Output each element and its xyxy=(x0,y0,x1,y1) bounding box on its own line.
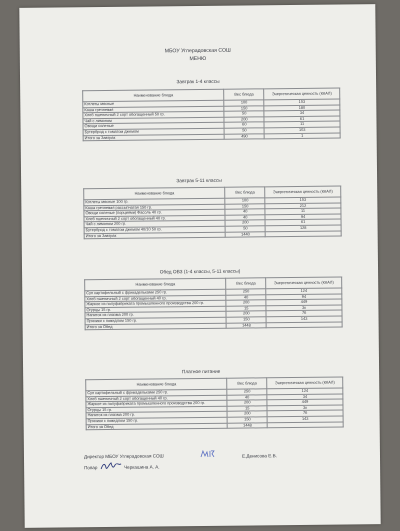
cell-weight: 60 xyxy=(224,122,264,128)
cell-weight: 1448 xyxy=(228,422,268,428)
cell-weight: 100 xyxy=(225,198,265,204)
cell-weight: 15 xyxy=(227,406,267,412)
cook-role: Повар xyxy=(84,465,98,471)
cell-energy xyxy=(267,422,343,428)
cell-energy: 128 xyxy=(265,225,341,231)
cell-weight: 150 xyxy=(226,317,266,323)
section-title: Обед ОВЗ (1-4 классы, 5-11 классы) xyxy=(159,269,241,276)
header-dish: Наименование блюда xyxy=(85,278,226,290)
cell-energy: 1 xyxy=(264,133,340,139)
cell-weight: 50 xyxy=(224,111,264,117)
header-weight: Вес блюда xyxy=(225,187,265,198)
cell-weight: 200 xyxy=(227,400,267,406)
cell-weight: 15 xyxy=(226,306,266,312)
cell-energy: 34 xyxy=(267,394,343,400)
cell-dish: Напиток из плазма 200 гр. xyxy=(86,412,227,419)
cell-weight: 200 xyxy=(225,220,265,226)
cell-dish: Огурцы 15 гр. xyxy=(85,306,226,313)
cell-weight: 40 xyxy=(226,294,266,300)
cell-weight: 50 xyxy=(224,128,264,134)
cell-energy: 61 xyxy=(264,116,340,122)
section-title: Завтрак 5-11 классы xyxy=(176,178,222,185)
cell-weight: 490 xyxy=(224,133,264,139)
cell-energy: 11 xyxy=(265,208,341,214)
header-energy: Энергетическая ценность (ККАЛ) xyxy=(265,186,341,198)
cell-dish: Каша гречневая xyxy=(83,106,224,113)
cell-weight: 40 xyxy=(225,215,265,221)
cell-weight: 50 xyxy=(225,226,265,232)
cell-dish: Бутерброд с томатом джемом xyxy=(83,128,224,135)
cell-dish: Итого за Завтрак xyxy=(83,134,224,141)
cell-weight: 250 xyxy=(226,289,266,295)
cell-energy: 449 xyxy=(267,399,343,405)
header-dish: Наименование блюда xyxy=(84,187,225,199)
cell-energy: 103 xyxy=(264,127,340,133)
cell-energy: 153 xyxy=(264,99,340,105)
cell-dish: Итого за Обед xyxy=(85,323,226,330)
cell-dish: Хлеб пшеничный 2 сорт обогащенный 50 гр. xyxy=(83,111,224,118)
header-dish: Наименование блюда xyxy=(86,378,227,390)
cell-energy: 34 xyxy=(264,110,340,116)
cell-dish: Хлеб пшеничный 2 сорт обогащенный 40 гр. xyxy=(85,295,226,302)
cell-dish: Чай с лимоном xyxy=(83,117,224,124)
cell-dish: Котлеты мясные xyxy=(83,100,224,107)
cell-energy: 124 xyxy=(267,388,343,394)
menu-table xyxy=(85,377,344,431)
menu-title: МЕНЮ xyxy=(189,55,207,63)
cell-energy: 449 xyxy=(266,299,342,305)
cell-weight: 100 xyxy=(224,100,264,106)
handwritten-signature xyxy=(100,461,122,471)
cell-dish: Хлеб пшеничный 2 сорт обогащенный 40 гр. xyxy=(86,395,227,402)
section-title: Завтрак 1-4 классы xyxy=(176,79,220,86)
menu-sheet xyxy=(19,4,380,528)
cell-dish: Итого за Обед xyxy=(86,423,227,430)
header-weight: Вес блюда xyxy=(224,89,264,100)
cell-energy: 11 xyxy=(264,121,340,127)
cell-energy: 180 xyxy=(264,105,340,111)
cell-energy: 76 xyxy=(267,410,343,416)
cell-dish: Огурцы 15 гр. xyxy=(86,406,227,413)
header-energy: Энергетическая ценность (ККАЛ) xyxy=(264,88,340,100)
cell-dish: Пряники с повидлом 150 гр. xyxy=(85,317,226,324)
cell-energy: 124 xyxy=(266,288,342,294)
cell-dish: Суп картофельный с фрикадельками 250 гр. xyxy=(85,289,226,296)
director-signature-label: Директор МБОУ Углерадовская СОШ xyxy=(83,453,164,460)
cell-energy: 143 xyxy=(267,416,343,422)
menu-table xyxy=(83,186,342,240)
cell-energy: 3к xyxy=(266,305,342,311)
cell-weight: 200 xyxy=(226,300,266,306)
cell-weight: 40 xyxy=(227,394,267,400)
cell-weight: 200 xyxy=(224,117,264,123)
cell-energy: 212 xyxy=(265,203,341,209)
cell-weight: 200 xyxy=(226,311,266,317)
header-dish: Наименование блюда xyxy=(83,89,224,101)
cell-dish: Напиток из плазма 200 гр. xyxy=(85,312,226,319)
cell-energy: 3к xyxy=(267,405,343,411)
cell-dish: Итого за Завтрак xyxy=(84,232,225,239)
director-name: Е.Денисова Е.В. xyxy=(241,453,277,459)
header-weight: Вес блюда xyxy=(226,278,266,289)
cell-dish: Жаркое из полуфабриката промышленного производства 200 гр. xyxy=(86,400,227,407)
cell-energy: 143 xyxy=(266,316,342,322)
section-title: Платное питание xyxy=(181,369,221,376)
cell-weight: 250 xyxy=(227,389,267,395)
cell-weight: 150 xyxy=(224,105,264,111)
cell-weight: 40 xyxy=(225,209,265,215)
cell-dish: Суп картофельный с фрикадельками 250 гр. xyxy=(86,389,227,396)
cell-energy xyxy=(265,231,341,237)
header-weight: Вес блюда xyxy=(227,378,267,389)
cell-dish: Пряники с повидлом 150 гр. xyxy=(86,417,227,424)
cell-dish: Бутерброд с томатом джемом 40/10 50 гр. xyxy=(84,226,225,233)
cell-energy: 94 xyxy=(265,214,341,220)
cell-dish: Котлеты мясные 100 гр. xyxy=(84,198,225,205)
cook-name: Черкашина А. А. xyxy=(124,464,160,470)
cell-weight: 200 xyxy=(227,411,267,417)
stamp-icon xyxy=(200,450,215,459)
header-energy: Энергетическая ценность (ККАЛ) xyxy=(266,277,342,289)
header-energy: Энергетическая ценность (ККАЛ) xyxy=(267,377,343,389)
menu-table xyxy=(82,88,341,142)
cell-energy: 76 xyxy=(266,310,342,316)
menu-table xyxy=(84,277,343,331)
cell-dish: Овощи соленые (порциями) Фасоль 40 гр. xyxy=(84,209,225,216)
cell-dish: Овощи соленые xyxy=(83,123,224,130)
cell-weight: 150 xyxy=(227,417,267,423)
cell-dish: Чай с лимоном 200 гр. xyxy=(84,221,225,228)
cell-dish: Каша гречневая рассыпчатая 150 гр. xyxy=(84,204,225,211)
school-name: МБОУ Углерадовская СОШ xyxy=(164,47,231,55)
cell-energy: 153 xyxy=(265,197,341,203)
cell-dish: Жаркое из полуфабриката промышленного производства 200 гр. xyxy=(85,300,226,307)
cell-weight: 150 xyxy=(225,203,265,209)
cell-dish: Хлеб пшеничный 2 сорт обогащенный 40 гр. xyxy=(84,215,225,222)
cell-energy xyxy=(266,322,342,328)
cell-weight: 1448 xyxy=(226,322,266,328)
cell-energy: 61 xyxy=(265,219,341,225)
cell-energy: 94 xyxy=(266,294,342,300)
cell-weight: 1440 xyxy=(226,231,266,237)
